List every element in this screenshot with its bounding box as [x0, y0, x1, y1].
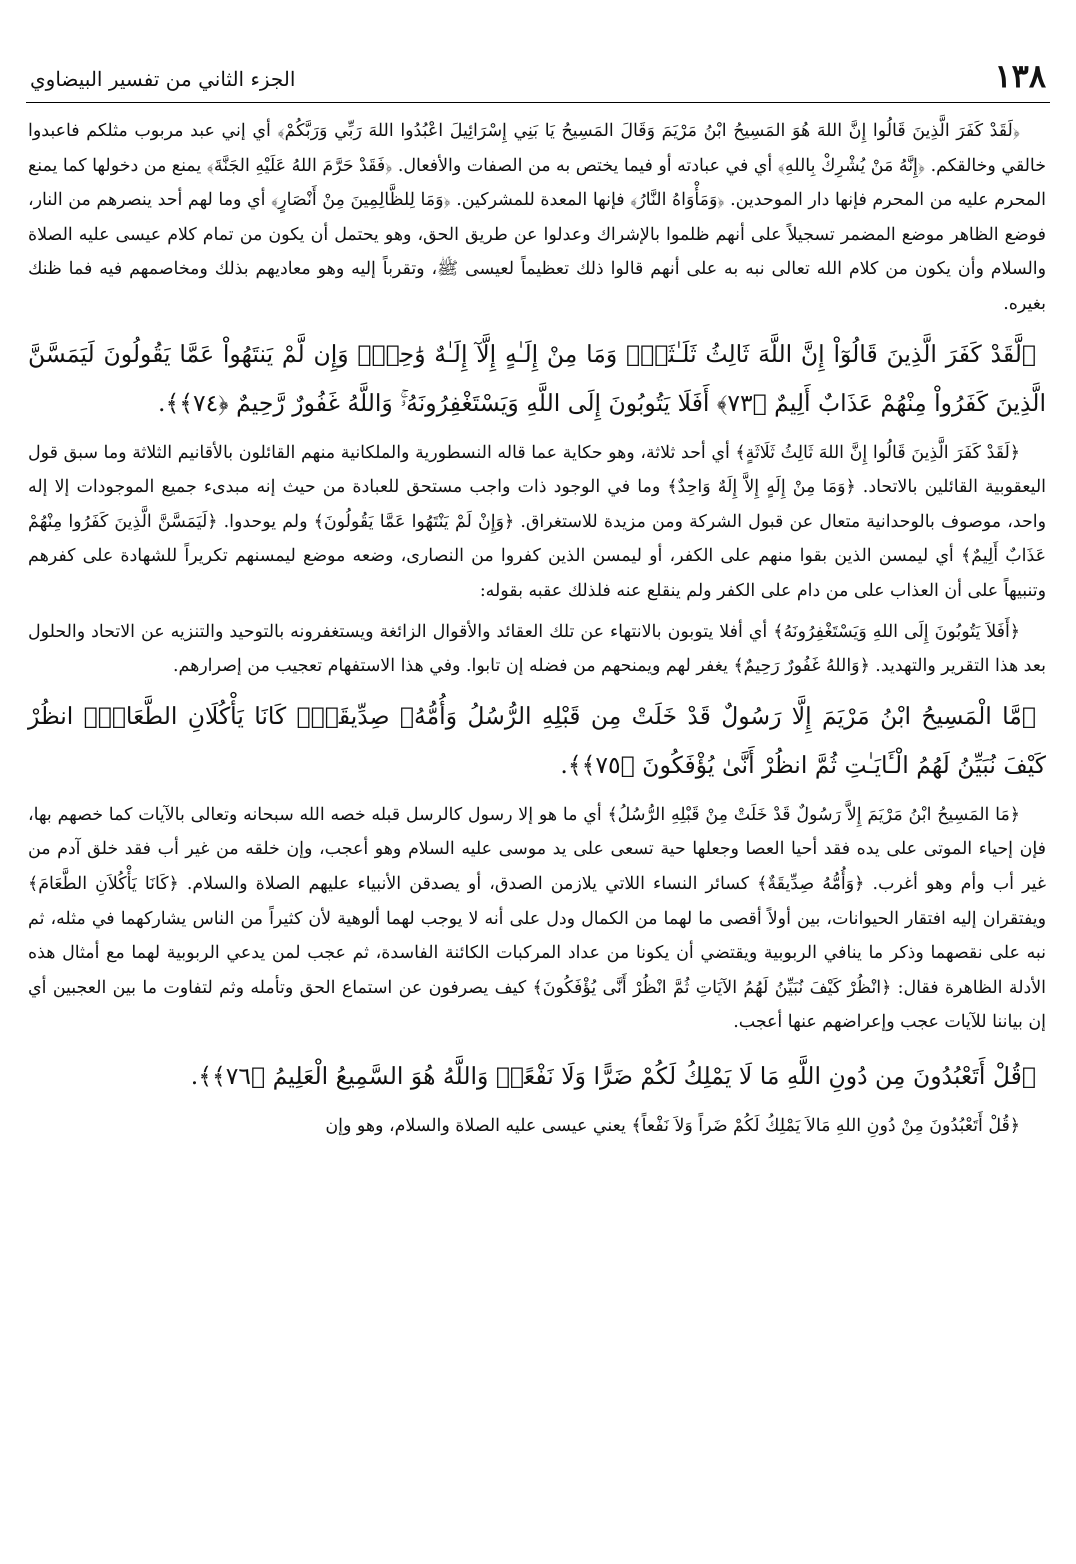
page-body [28, 114, 1046, 1149]
quran-verse: ﴿لَّقَدْ كَفَرَ الَّذِينَ قَالُوٓاْ إِنَّ اللَّهَ ثَالِثُ ثَلَـٰثَةٍۘ وَمَا مِنْ إِلَـٰهٍ إِلَّآ إِلَـٰهٌ وَٰحِدٌۚ وَإِن لَّمْ يَنتَهُواْ عَمَّا يَقُولُونَ لَيَمَسَّنَّ الَّذِينَ كَفَرُواْ مِنْهُمْ عَذَابٌ أَلِيمٌ ﴿٧٣﴾ أَفَلَا يَتُوبُونَ إِلَى اللَّهِ وَيَسْتَغْفِرُونَهُۥۚ وَاللَّهُ غَفُورٌ رَّحِيمٌ ﴿٧٤﴾﴾. [28, 339, 1046, 417]
commentary-paragraph: ﴿لَقَدْ كَفَرَ الَّذِينَ قَالُوا إِنَّ اللهَ هُوَ المَسِيحُ ابْنُ مَرْيَمَ وَقَالَ المَسِيحُ يَا بَنِي إِسْرَائِيلَ اعْبُدُوا اللهَ رَبِّي وَرَبَّكُمْ﴾ أي إني عبد مربوب مثلكم فاعبدوا خالقي وخالقكم. ﴿إِنَّهُ مَنْ يُشْرِكْ بِاللهِ﴾ أي في عبادته أو فيما يختص به من الصفات والأفعال. ﴿فَقَدْ حَرَّمَ اللهُ عَلَيْهِ الجَنَّةَ﴾ يمنع من دخولها كما يمنع المحرم عليه من المحرم فإنها دار الموحدين. ﴿وَمَأْوَاهُ النَّارُ﴾ فإنها المعدة للمشركين. ﴿وَمَا لِلظَّالِمِينَ مِنْ أَنْصَارٍ﴾ أي وما لهم أحد ينصرهم من النار، فوضع الظاهر موضع المضمر تسجيلاً على أنهم ظلموا بالإشراك وعدلوا عن طريق الحق، وهو يحتمل أن يكون من تمام كلام عيسى عليه الصلاة والسلام وأن يكون من كلام الله تعالى نبه به على أنهم قالوا ذلك تعظيماً لعيسى ﷺ، وتقرباً إليه وهو معاديهم بذلك ومخاصمهم فيه فما ظنك بغيره. [28, 121, 1046, 314]
commentary-paragraph: ﴿لَقَدْ كَفَرَ الَّذِينَ قَالُوا إِنَّ اللهَ ثَالِثُ ثَلَاثَةٍ﴾ أي أحد ثلاثة، وهو حكاية عما قاله النسطورية والملكانية منهم القائلون بالأقانيم الثلاثة وما سبق قول اليعقوبية القائلين بالاتحاد. ﴿وَمَا مِنْ إِلَهٍ إِلاَّ إِلَهٌ وَاحِدٌ﴾ وما في الوجود ذات واجب مستحق للعبادة من حيث إنه مبدىء جميع الموجودات إلا إله واحد، موصوف بالوحدانية متعال عن قبول الشركة ومن مزيدة للاستغراق. ﴿وَإِنْ لَمْ يَنْتَهُوا عَمَّا يَقُولُونَ﴾ ولم يوحدوا. ﴿لَيَمَسَّنَّ الَّذِينَ كَفَرُوا مِنْهُمْ عَذَابٌ أَلِيمٌ﴾ أي ليمسن الذين بقوا منهم على الكفر، أو ليمسن الذين كفروا من النصارى، وضعه موضع ليمسنهم تكريراً للشهادة على كفرهم وتنبيهاً على أن العذاب على من دام على الكفر ولم ينقلع عنه فلذلك عقبه بقوله: [28, 442, 1046, 601]
page-number: ١٣٨ [994, 57, 1046, 95]
quran-verse: ﴿قُلْ أَتَعْبُدُونَ مِن دُونِ اللَّهِ مَا لَا يَمْلِكُ لَكُمْ ضَرًّا وَلَا نَفْعًاۚ وَاللَّهُ هُوَ السَّمِيعُ الْعَلِيمُ ﴿٧٦﴾﴾. [190, 1061, 1036, 1090]
commentary-paragraph: ﴿مَا المَسِيحُ ابْنُ مَرْيَمَ إِلاَّ رَسُولٌ قَدْ خَلَتْ مِنْ قَبْلِهِ الرُّسُلُ﴾ أي ما هو إلا رسول كالرسل قبله خصه الله سبحانه وتعالى بالآيات كما خصهم بها، فإن إحياء الموتى على يده فقد أحيا العصا وجعلها حية تسعى على يد موسى عليه السلام وهو أعجب، وإن خلقه من غير أب فقد خلق آدم من غير أب وأم وهو أغرب. ﴿وَأُمُّهُ صِدِّيقَةٌ﴾ كسائر النساء اللاتي يلازمن الصدق، أو يصدقن الأنبياء عليهم الصلاة والسلام. ﴿كَانَا يَأْكُلاَنِ الطَّعَامَ﴾ ويفتقران إليه افتقار الحيوانات، بين أولاً أقصى ما لهما من الكمال ودل على أنه لا يوجب لهما ألوهية لأن كثيراً من الناس يشاركهما في مثله، ثم نبه على نقصهما وذكر ما ينافي الربوبية ويقتضي أن يكونا من عداد المركبات الكائنة الفاسدة، ثم عجب لمن يدعي الربوبية لهما مع أمثال هذه الأدلة الظاهرة فقال: ﴿انْظُرْ كَيْفَ نُبَيِّنُ لَهُمُ الآيَاتِ ثُمَّ انْظُرْ أَنَّى يُؤْفَكُونَ﴾ كيف يصرفون عن استماع الحق وتأمله وثم لتفاوت ما بين العجبين أي إن بياننا للآيات عجب وإعراضهم عنها أعجب. [28, 804, 1046, 1033]
commentary-paragraph: ﴿قُلْ أَتَعْبُدُونَ مِنْ دُونِ اللهِ مَالاَ يَمْلِكُ لَكُمْ ضَراً وَلاَ نَفْعاً﴾ يعني عيسى عليه الصلاة والسلام، وهو وإن [325, 1115, 1020, 1136]
quran-verse: ﴿مَّا الْمَسِيحُ ابْنُ مَرْيَمَ إِلَّا رَسُولٌ قَدْ خَلَتْ مِن قَبْلِهِ الرُّسُلُ وَأُمُّهُۥ صِدِّيقَةٌۖ كَانَا يَأْكُلَانِ الطَّعَامَۗ انظُرْ كَيْفَ نُبَيِّنُ لَهُمُ الْـَٔايَـٰتِ ثُمَّ انظُرْ أَنَّىٰ يُؤْفَكُونَ ﴿٧٥﴾﴾. [28, 701, 1046, 779]
running-title: الجزء الثاني من تفسير البيضاوي [30, 67, 296, 91]
page-header [26, 54, 1050, 103]
commentary-paragraph: ﴿أَفَلاَ يَتُوبُونَ إِلَى اللهِ وَيَسْتَغْفِرُونَهُ﴾ أي أفلا يتوبون بالانتهاء عن تلك العقائد والأقوال الزائغة ويستغفرونه بالتوحيد والتنزيه عن الاتحاد والحلول بعد هذا التقرير والتهديد. ﴿وَاللهُ غَفُورٌ رَحِيمٌ﴾ يغفر لهم ويمنحهم من فضله إن تابوا. وفي هذا الاستفهام تعجيب من إصرارهم. [28, 621, 1046, 677]
